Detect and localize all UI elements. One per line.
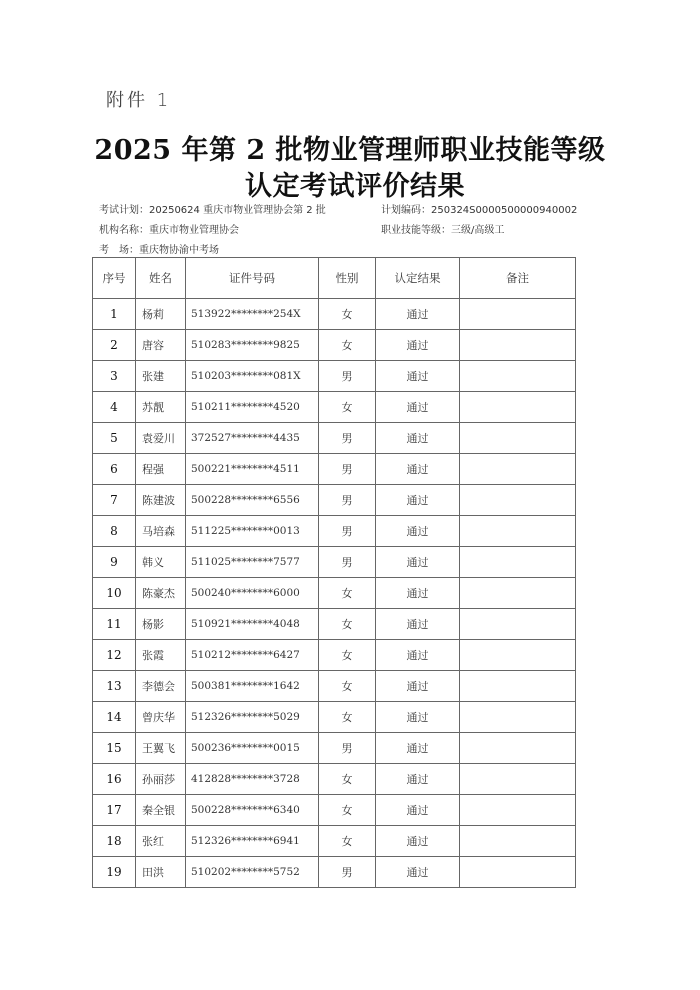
row-seq: 5 — [93, 423, 136, 454]
row-id: 412828********3728 — [186, 764, 319, 795]
row-result: 通过 — [376, 516, 460, 547]
row-result: 通过 — [376, 330, 460, 361]
row-note — [460, 764, 576, 795]
row-note — [460, 795, 576, 826]
row-result: 通过 — [376, 454, 460, 485]
plan-code: 计划编码：250324S0000500000940002 — [381, 205, 578, 216]
row-sex: 男 — [319, 857, 376, 888]
row-name: 李德会 — [136, 671, 186, 702]
header-name: 姓名 — [136, 258, 186, 299]
row-sex: 女 — [319, 330, 376, 361]
row-sex: 女 — [319, 826, 376, 857]
row-seq: 16 — [93, 764, 136, 795]
row-result: 通过 — [376, 733, 460, 764]
skill-level: 职业技能等级：三级/高级工 — [381, 225, 505, 236]
table-row — [93, 578, 576, 609]
row-seq: 6 — [93, 454, 136, 485]
row-note — [460, 485, 576, 516]
row-note — [460, 547, 576, 578]
row-id: 500228********6340 — [186, 795, 319, 826]
row-seq: 12 — [93, 640, 136, 671]
row-seq: 8 — [93, 516, 136, 547]
row-seq: 14 — [93, 702, 136, 733]
attachment-label: 附件 1 — [106, 90, 172, 111]
row-seq: 7 — [93, 485, 136, 516]
table-row — [93, 671, 576, 702]
row-sex: 男 — [319, 485, 376, 516]
row-id: 500221********4511 — [186, 454, 319, 485]
row-name: 韩义 — [136, 547, 186, 578]
row-note — [460, 392, 576, 423]
row-name: 张建 — [136, 361, 186, 392]
row-sex: 女 — [319, 640, 376, 671]
row-note — [460, 671, 576, 702]
row-seq: 2 — [93, 330, 136, 361]
table-row — [93, 640, 576, 671]
row-result: 通过 — [376, 795, 460, 826]
row-id: 513922********254X — [186, 299, 319, 330]
table-row — [93, 702, 576, 733]
table-row — [93, 361, 576, 392]
row-seq: 18 — [93, 826, 136, 857]
row-note — [460, 330, 576, 361]
header-sex: 性别 — [319, 258, 376, 299]
table-row — [93, 733, 576, 764]
row-sex: 女 — [319, 671, 376, 702]
table-row — [93, 826, 576, 857]
row-sex: 男 — [319, 547, 376, 578]
row-id: 500228********6556 — [186, 485, 319, 516]
row-result: 通过 — [376, 671, 460, 702]
document-title-line2: 认定考试评价结果 — [245, 171, 465, 202]
row-result: 通过 — [376, 764, 460, 795]
table-row — [93, 299, 576, 330]
row-note — [460, 609, 576, 640]
row-sex: 女 — [319, 609, 376, 640]
row-sex: 女 — [319, 795, 376, 826]
table-header-row — [93, 258, 576, 299]
row-id: 510203********081X — [186, 361, 319, 392]
row-id: 512326********5029 — [186, 702, 319, 733]
row-name: 王翼飞 — [136, 733, 186, 764]
row-seq: 11 — [93, 609, 136, 640]
row-sex: 男 — [319, 423, 376, 454]
row-result: 通过 — [376, 299, 460, 330]
row-seq: 10 — [93, 578, 136, 609]
row-name: 秦全银 — [136, 795, 186, 826]
header-note: 备注 — [460, 258, 576, 299]
row-result: 通过 — [376, 578, 460, 609]
row-name: 张红 — [136, 826, 186, 857]
row-result: 通过 — [376, 826, 460, 857]
exam-plan: 考试计划：20250624 重庆市物业管理协会第 2 批 — [99, 205, 326, 216]
row-note — [460, 702, 576, 733]
row-sex: 女 — [319, 702, 376, 733]
row-name: 曾庆华 — [136, 702, 186, 733]
row-result: 通过 — [376, 547, 460, 578]
row-note — [460, 578, 576, 609]
row-seq: 9 — [93, 547, 136, 578]
row-result: 通过 — [376, 392, 460, 423]
row-note — [460, 299, 576, 330]
row-id: 511225********0013 — [186, 516, 319, 547]
row-name: 田洪 — [136, 857, 186, 888]
header-seq: 序号 — [93, 258, 136, 299]
row-name: 唐容 — [136, 330, 186, 361]
row-note — [460, 423, 576, 454]
table-row — [93, 516, 576, 547]
row-id: 500381********1642 — [186, 671, 319, 702]
row-sex: 女 — [319, 578, 376, 609]
row-result: 通过 — [376, 361, 460, 392]
row-sex: 男 — [319, 454, 376, 485]
row-id: 510211********4520 — [186, 392, 319, 423]
row-id: 510212********6427 — [186, 640, 319, 671]
row-note — [460, 826, 576, 857]
row-name: 苏靓 — [136, 392, 186, 423]
row-sex: 男 — [319, 516, 376, 547]
row-id: 510921********4048 — [186, 609, 319, 640]
row-note — [460, 454, 576, 485]
row-note — [460, 640, 576, 671]
row-name: 张霞 — [136, 640, 186, 671]
org-name: 机构名称：重庆市物业管理协会 — [99, 225, 239, 236]
table-row — [93, 764, 576, 795]
table-row — [93, 485, 576, 516]
row-id: 511025********7577 — [186, 547, 319, 578]
row-seq: 17 — [93, 795, 136, 826]
document-title-line1: 2025 年第 2 批物业管理师职业技能等级 — [94, 135, 606, 166]
row-seq: 19 — [93, 857, 136, 888]
row-id: 500236********0015 — [186, 733, 319, 764]
row-result: 通过 — [376, 702, 460, 733]
row-name: 杨莉 — [136, 299, 186, 330]
row-sex: 女 — [319, 392, 376, 423]
header-result: 认定结果 — [376, 258, 460, 299]
row-id: 512326********6941 — [186, 826, 319, 857]
table-row — [93, 330, 576, 361]
row-name: 孙丽莎 — [136, 764, 186, 795]
results-table — [92, 257, 576, 888]
row-note — [460, 516, 576, 547]
exam-site: 考 场：重庆物协渝中考场 — [99, 245, 219, 256]
row-name: 陈豪杰 — [136, 578, 186, 609]
row-result: 通过 — [376, 485, 460, 516]
table-row — [93, 795, 576, 826]
row-result: 通过 — [376, 609, 460, 640]
row-result: 通过 — [376, 640, 460, 671]
row-note — [460, 857, 576, 888]
row-id: 372527********4435 — [186, 423, 319, 454]
row-note — [460, 733, 576, 764]
row-name: 马培森 — [136, 516, 186, 547]
row-seq: 13 — [93, 671, 136, 702]
row-sex: 男 — [319, 361, 376, 392]
table-row — [93, 454, 576, 485]
table-row — [93, 423, 576, 454]
row-name: 陈建波 — [136, 485, 186, 516]
row-name: 程强 — [136, 454, 186, 485]
table-row — [93, 857, 576, 888]
row-id: 510202********5752 — [186, 857, 319, 888]
row-result: 通过 — [376, 423, 460, 454]
row-result: 通过 — [376, 857, 460, 888]
header-id: 证件号码 — [186, 258, 319, 299]
row-name: 袁爱川 — [136, 423, 186, 454]
row-seq: 15 — [93, 733, 136, 764]
row-seq: 3 — [93, 361, 136, 392]
row-sex: 男 — [319, 733, 376, 764]
row-note — [460, 361, 576, 392]
row-sex: 女 — [319, 764, 376, 795]
table-row — [93, 392, 576, 423]
row-id: 510283********9825 — [186, 330, 319, 361]
row-seq: 4 — [93, 392, 136, 423]
row-id: 500240********6000 — [186, 578, 319, 609]
row-name: 杨影 — [136, 609, 186, 640]
row-sex: 女 — [319, 299, 376, 330]
row-seq: 1 — [93, 299, 136, 330]
table-row — [93, 547, 576, 578]
table-row — [93, 609, 576, 640]
